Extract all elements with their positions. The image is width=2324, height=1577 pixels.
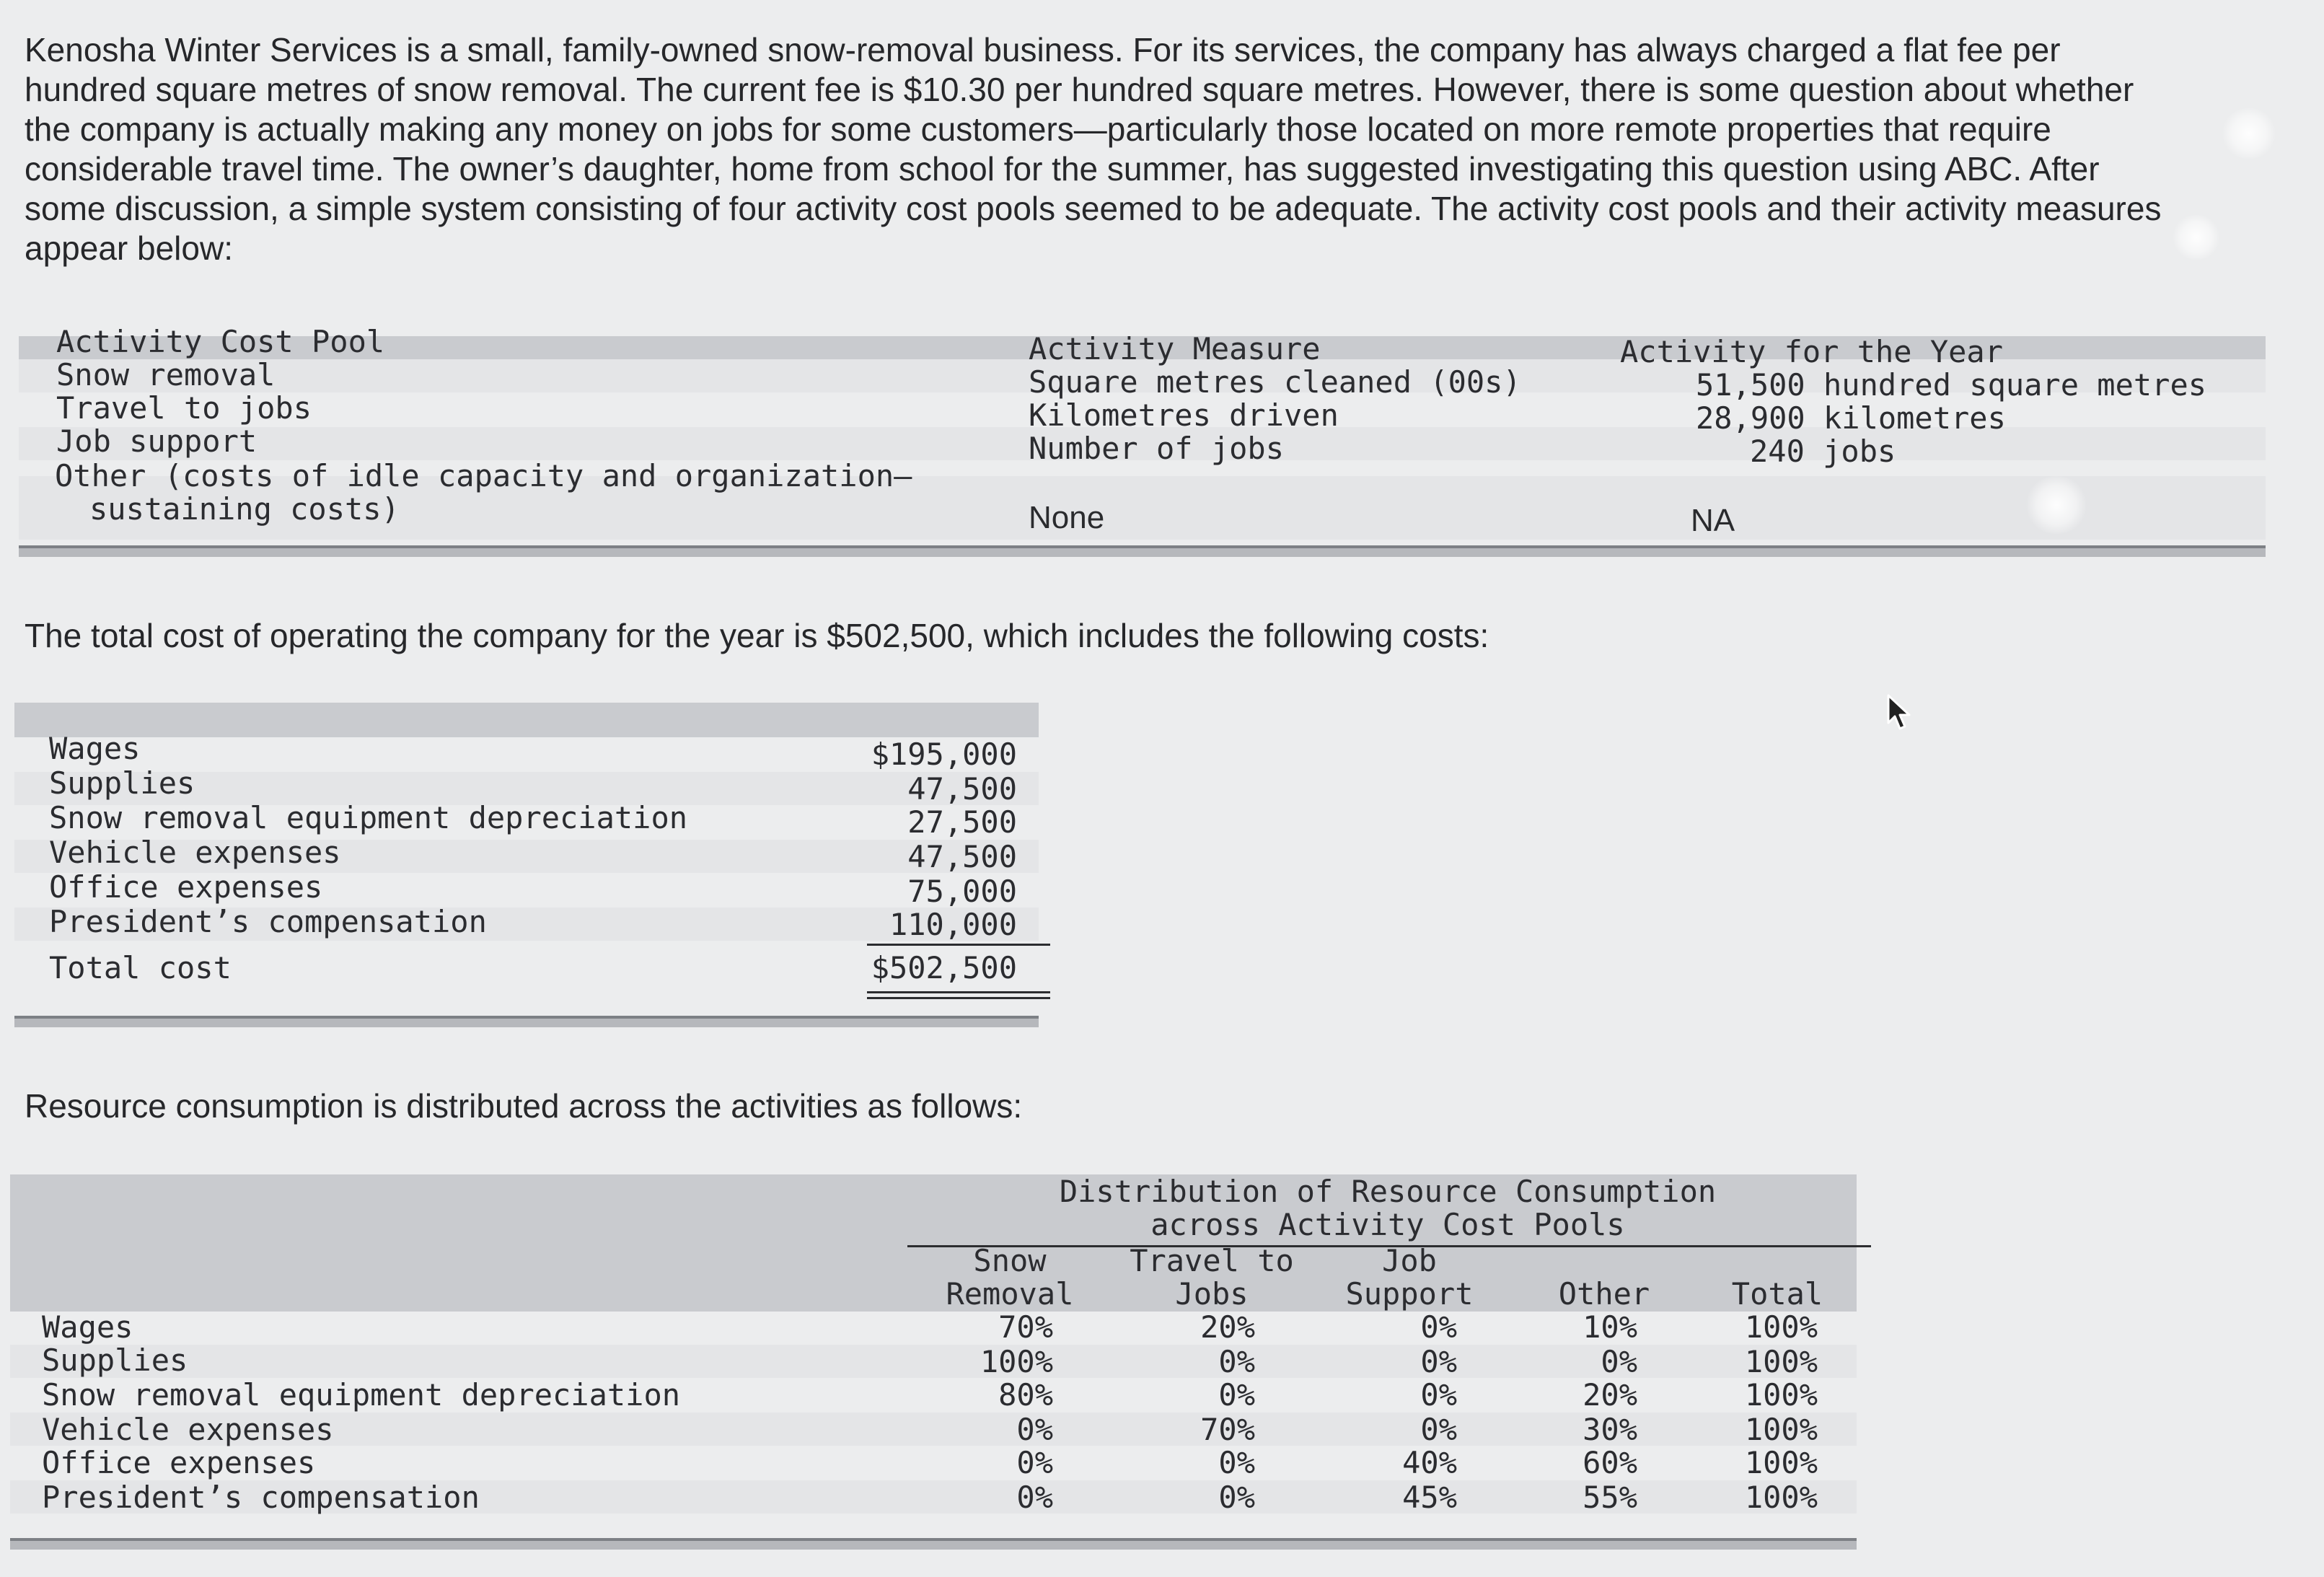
screen-glare	[2220, 108, 2278, 159]
cost-amount: $195,000	[871, 737, 1017, 772]
cell-job-support: 0%	[1420, 1377, 1457, 1413]
resource-consumption-sentence: Resource consumption is distributed across the activities as follows:	[25, 1087, 1023, 1125]
activity-snow-removal: 51,500 hundred square metres	[1696, 367, 2207, 403]
cost-label: Snow removal equipment depreciation	[49, 800, 688, 835]
cell-snow-removal: 0%	[1016, 1480, 1053, 1515]
cell-total: 100%	[1744, 1480, 1818, 1515]
pool-travel-to-jobs: Travel to jobs	[56, 390, 312, 426]
intro-paragraph: Kenosha Winter Services is a small, family-owned snow-removal business. For its services, the company has always charged a flat fee per hundred square metres of snow removal. The current fee is $10.30 per hundred square metres. However, there is some question about whether the company is actually making any money on jobs for some customers—particularly those located on more remote properties that require considerable travel time. The owner’s daughter, home from school for the summer, has suggested investigating this question using ABC. After some discussion, a simple system consisting of four activity cost pools seemed to be adequate. The activity cost pools and their activity measures appear below:	[25, 31, 2162, 267]
col-header-job: Job	[1382, 1243, 1437, 1278]
row-label: Wages	[42, 1309, 133, 1345]
cost-amount: 27,500	[907, 804, 1017, 840]
cell-total: 100%	[1744, 1344, 1818, 1379]
row-label: Office expenses	[42, 1445, 316, 1480]
measure-number-of-jobs: Number of jobs	[1029, 431, 1285, 466]
header-activity-for-year: Activity for the Year	[1620, 334, 2004, 369]
cost-amount: 110,000	[889, 907, 1017, 942]
cost-amount: 47,500	[907, 771, 1017, 807]
col-header-travel-to: Travel to	[1130, 1243, 1294, 1278]
cell-other: 55%	[1583, 1480, 1637, 1515]
pool-job-support: Job support	[56, 423, 258, 459]
row-label: President’s compensation	[42, 1480, 480, 1515]
cell-total: 100%	[1744, 1309, 1818, 1345]
table-bottom-rule	[14, 1016, 1039, 1027]
col-header-jobs: Jobs	[1175, 1276, 1249, 1312]
distribution-table	[10, 1174, 1857, 1550]
table-bottom-rule	[19, 545, 2266, 557]
table-bottom-rule	[10, 1538, 1857, 1550]
measure-square-metres: Square metres cleaned (00s)	[1029, 364, 1521, 400]
cell-total: 100%	[1744, 1377, 1818, 1413]
total-double-underline-bottom	[867, 997, 1050, 999]
col-header-support: Support	[1345, 1276, 1474, 1312]
total-cost-label: Total cost	[49, 950, 232, 985]
pool-other-continued: sustaining costs)	[89, 491, 400, 527]
cell-job-support: 0%	[1420, 1344, 1457, 1379]
screen-glare	[2024, 476, 2089, 534]
cost-label: President’s compensation	[49, 904, 487, 939]
header-activity-cost-pool: Activity Cost Pool	[56, 324, 385, 359]
cell-job-support: 0%	[1420, 1309, 1457, 1345]
cell-snow-removal: 0%	[1016, 1412, 1053, 1447]
col-header-other: Other	[1558, 1276, 1650, 1312]
cost-table	[14, 703, 1039, 1027]
cell-snow-removal: 0%	[1016, 1445, 1053, 1480]
cell-other: 20%	[1583, 1377, 1637, 1413]
cost-label: Vehicle expenses	[49, 835, 341, 870]
row-label: Supplies	[42, 1343, 188, 1378]
header-activity-measure: Activity Measure	[1029, 331, 1321, 366]
activity-travel: 28,900 kilometres	[1696, 400, 2006, 436]
cell-other: 0%	[1601, 1344, 1637, 1379]
cell-other: 60%	[1583, 1445, 1637, 1480]
cell-travel: 0%	[1218, 1445, 1255, 1480]
measure-none: None	[1029, 500, 1105, 535]
row-label: Vehicle expenses	[42, 1412, 334, 1447]
cell-travel: 70%	[1200, 1412, 1255, 1447]
screen-glare	[2171, 215, 2222, 260]
cell-job-support: 40%	[1402, 1445, 1457, 1480]
cell-travel: 0%	[1218, 1480, 1255, 1515]
cell-travel: 20%	[1200, 1309, 1255, 1345]
cost-label: Office expenses	[49, 869, 323, 905]
cell-job-support: 0%	[1420, 1412, 1457, 1447]
pool-snow-removal: Snow removal	[56, 357, 276, 392]
total-double-underline-top	[867, 991, 1050, 993]
cell-other: 30%	[1583, 1412, 1637, 1447]
activity-na: NA	[1691, 503, 1735, 538]
table-header-band	[14, 703, 1039, 737]
activity-jobs: 240 jobs	[1750, 434, 1896, 469]
cell-job-support: 45%	[1402, 1480, 1457, 1515]
subtotal-underline	[867, 944, 1050, 946]
col-header-snow: Snow	[973, 1243, 1047, 1278]
pool-other: Other (costs of idle capacity and organization–	[55, 458, 912, 493]
cell-snow-removal: 100%	[980, 1344, 1053, 1379]
mouse-pointer-icon	[1885, 694, 1914, 735]
cell-travel: 0%	[1218, 1344, 1255, 1379]
distribution-title: Distribution of Resource Consumption	[1059, 1174, 1717, 1209]
cell-total: 100%	[1744, 1412, 1818, 1447]
cell-snow-removal: 70%	[998, 1309, 1053, 1345]
cell-other: 10%	[1583, 1309, 1637, 1345]
cost-label: Supplies	[49, 765, 195, 801]
cell-snow-removal: 80%	[998, 1377, 1053, 1413]
cost-amount: 75,000	[907, 874, 1017, 909]
col-header-total: Total	[1731, 1276, 1823, 1312]
cell-travel: 0%	[1218, 1377, 1255, 1413]
measure-kilometres: Kilometres driven	[1029, 397, 1339, 433]
col-header-snow-removal: Removal	[946, 1276, 1074, 1312]
cell-total: 100%	[1744, 1445, 1818, 1480]
cost-amount: 47,500	[907, 839, 1017, 874]
row-label: Snow removal equipment depreciation	[42, 1377, 681, 1413]
total-cost-sentence: The total cost of operating the company for the year is $502,500, which includes the following costs:	[25, 617, 1489, 654]
activity-cost-pool-table	[19, 325, 2266, 563]
cost-label: Wages	[49, 731, 141, 766]
distribution-subtitle: across Activity Cost Pools	[1150, 1207, 1625, 1242]
total-cost-amount: $502,500	[871, 950, 1017, 985]
